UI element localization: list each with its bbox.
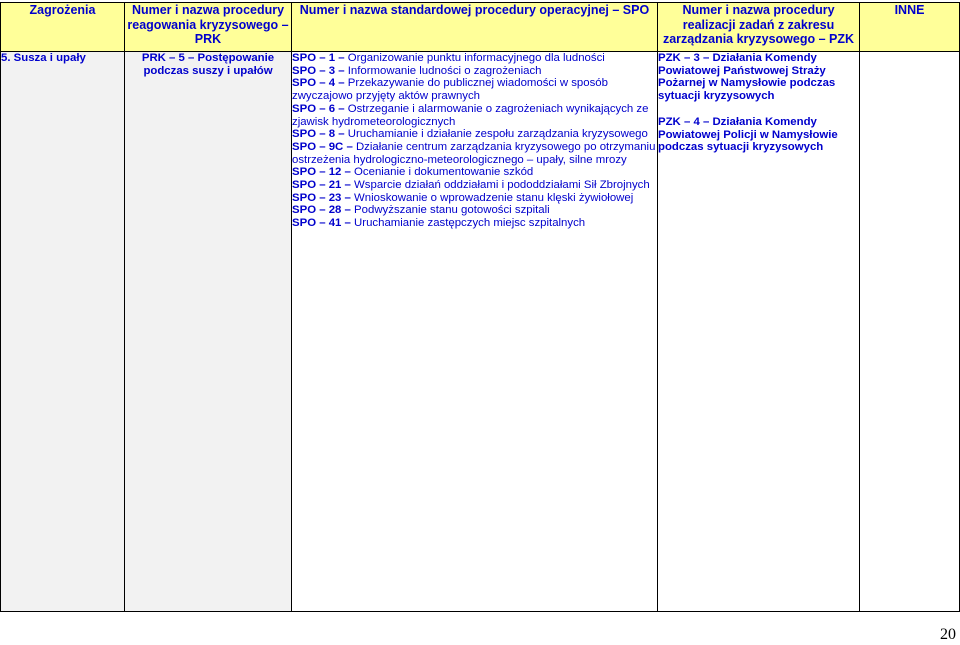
spo-code: SPO – 28 –	[292, 204, 351, 217]
spo-code: SPO – 6 –	[292, 102, 345, 115]
spo-item	[292, 77, 657, 102]
spo-item	[292, 217, 657, 230]
spo-item	[292, 192, 657, 205]
spo-text: Ostrzeganie i alarmowanie o zagrożeniach wynikających ze zjawisk hydrometeorologicznych	[292, 102, 649, 128]
pzk-item: PZK – 4 – Działania Komendy Powiatowej Policji w Namysłowie podczas sytuacji kryzysowych	[658, 115, 838, 154]
spo-text: Przekazywanie do publicznej wiadomości w sposób zwyczajowo przyjęty aktów prawnych	[292, 77, 608, 103]
prk-cell: PRK – 5 – Postępowanie podczas suszy i upałów	[125, 52, 292, 612]
spo-item	[292, 128, 657, 141]
spo-code: SPO – 23 –	[292, 191, 351, 204]
spo-text: Ocenianie i dokumentowanie szkód	[350, 166, 534, 179]
spo-item	[292, 103, 657, 128]
hazard-cell: 5. Susza i upały	[1, 52, 125, 612]
pzk-item: PZK – 3 – Działania Komendy Powiatowej Państwowej Straży Pożarnej w Namysłowie podczas sytuacji kryzysowych	[658, 52, 836, 103]
pzk-cell	[658, 52, 860, 612]
spo-item	[292, 52, 657, 65]
spo-code: SPO – 21 –	[292, 179, 351, 192]
procedures-table	[0, 2, 960, 612]
spo-cell	[292, 52, 658, 612]
table-row	[1, 52, 960, 612]
spo-text: Organizowanie punktu informacyjnego dla ludności	[344, 52, 605, 64]
header-pzk: Numer i nazwa procedury realizacji zadań z zakresu zarządzania kryzysowego – PZK	[658, 3, 860, 52]
inne-cell	[860, 52, 960, 612]
spo-item	[292, 204, 657, 217]
spo-list	[292, 52, 657, 230]
spo-code: SPO – 8 –	[292, 128, 345, 141]
spo-item	[292, 179, 657, 192]
spo-code: SPO – 41 –	[292, 217, 351, 230]
spo-code: SPO – 4 –	[292, 77, 345, 90]
spo-code: SPO – 1 –	[292, 52, 345, 64]
spo-text: Działanie centrum zarządzania kryzysowego po otrzymaniu ostrzeżenia hydrologiczno-meteorologicznego – upały, silne mrozy	[292, 140, 656, 166]
spo-text: Uruchamianie i działanie zespołu zarządzania kryzysowego	[344, 128, 648, 141]
header-spo: Numer i nazwa standardowej procedury operacyjnej – SPO	[292, 3, 658, 52]
spo-code: SPO – 3 –	[292, 64, 345, 77]
spo-text: Uruchamianie zastępczych miejsc szpitalnych	[350, 217, 586, 230]
header-zagrozenia: Zagrożenia	[1, 3, 125, 52]
spo-text: Informowanie ludności o zagrożeniach	[344, 64, 542, 77]
spo-item	[292, 166, 657, 179]
header-inne: INNE	[860, 3, 960, 52]
pzk-list	[658, 52, 859, 154]
spo-item	[292, 141, 657, 166]
page-number: 20	[940, 626, 956, 643]
spo-text: Wsparcie działań oddziałami i pododdziałami Sił Zbrojnych	[350, 179, 650, 192]
header-prk: Numer i nazwa procedury reagowania kryzysowego – PRK	[125, 3, 292, 52]
spo-code: SPO – 12 –	[292, 166, 351, 179]
header-row	[1, 3, 960, 52]
spo-item	[292, 65, 657, 78]
spo-text: Wnioskowanie o wprowadzenie stanu klęski żywiołowej	[350, 191, 634, 204]
spo-text: Podwyższanie stanu gotowości szpitali	[350, 204, 550, 217]
spo-code: SPO – 9C –	[292, 140, 353, 153]
